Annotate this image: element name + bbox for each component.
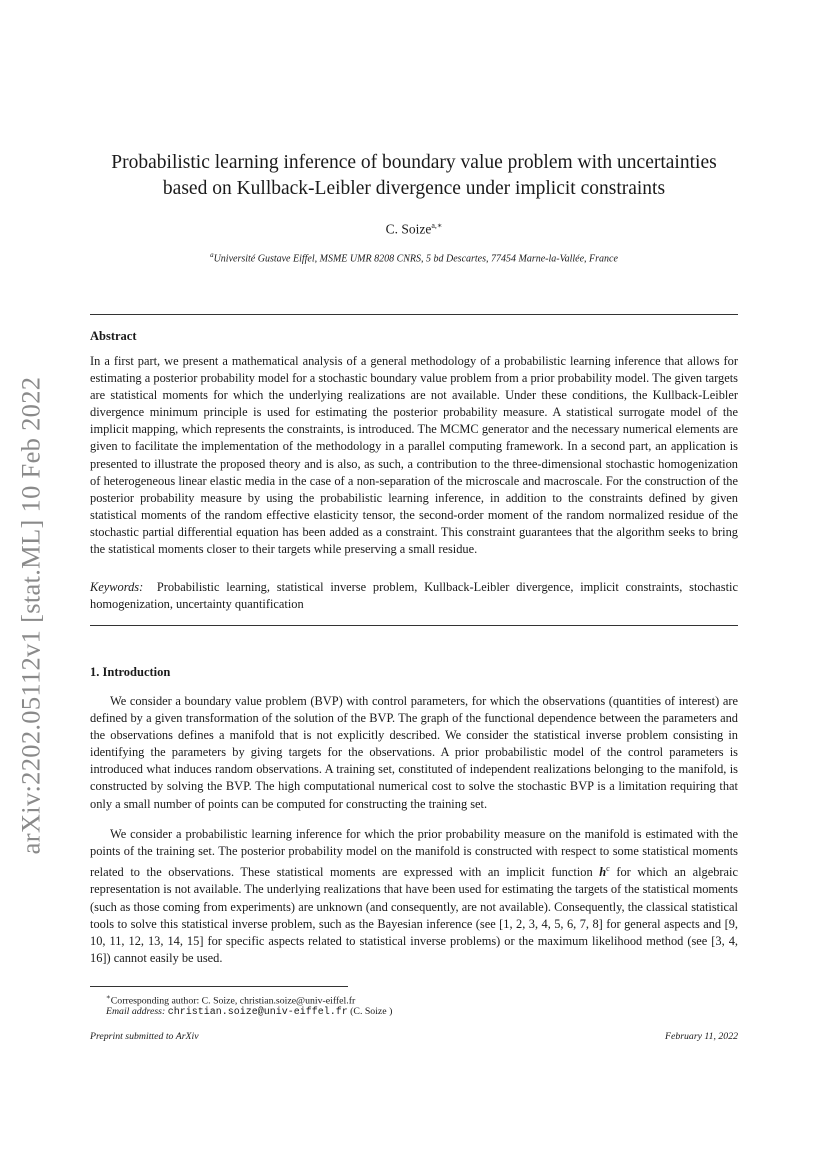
author-line	[90, 221, 738, 238]
keywords	[90, 579, 738, 613]
abstract-text: In a first part, we present a mathematical analysis of a general methodology of a probabilistic learning inference that allows for estimating a posterior probability model for a stochastic boundary value problem from a prior probability model. The given targets are statistical moments for which the underlying realizations are not available. Under these conditions, the Kullback-Leibler divergence minimum principle is used for estimating the posterior probability measure. A statistical surrogate model of the implicit mapping, which represents the constraints, is introduced. The MCMC generator and the necessary numerical elements are given to facilitate the implementation of the methodology in a parallel computing framework. In a second part, an application is presented to illustrate the proposed theory and is also, as such, a contribution to the three-dimensional stochastic homogenization of heterogeneous linear elastic media in the case of a non-separation of the microscale and macroscale. For the construction of the posterior probability measure by using the probabilistic learning inference, in addition to the constraints defined by given statistical moments of the random effective elasticity tensor, the second-order moment of the random normalized residue of the stochastic partial differential equation has been added as a constraint. This constraint guarantees that the algorithm seeks to bring the statistical moments closer to their targets while preserving a small residue.	[90, 354, 738, 557]
affiliation	[90, 251, 738, 264]
section-heading-introduction: 1. Introduction	[90, 665, 171, 679]
introduction-paragraph-1: We consider a boundary value problem (BVP) with control parameters, for which the observations (quantities of interest) are defined by a given transformation of the solution of the BVP. The graph of the functional dependence between the parameters and the observations defines a manifold that is not explicitly described. We consider the statistical inverse problem consisting in identifying the parameters by giving targets for the observations. A prior probabilistic model of the control parameters is introduced what induces random observations. A training set, constituted of independent realizations belonging to the manifold, is constructed by solving the BVP. The high computational numerical cost to solve the stochastic BVP is a limitation requiring that only a small number of points can be computed for constructing the training set.	[90, 694, 738, 811]
keywords-label: Keywords:	[90, 580, 144, 594]
footnote-email-label: Email address:	[106, 1006, 166, 1017]
paper-title-line-1: Probabilistic learning inference of boundary value problem with uncertainties	[111, 152, 717, 173]
abstract-bottom-rule	[90, 625, 738, 626]
introduction-paragraph-2-start: We consider a probabilistic learning inference for which the prior probability measure on the manifold is estimated with the points of the training set. The posterior probability model on the manifold is constructed with respect to some statistical moments related to the observations. These statistical moments are expressed with an implicit function	[90, 827, 738, 880]
introduction-paragraph-2-end: for which an algebraic representation is not available. The underlying realizations that have been used for estimating the targets of the statistical moments (such as those coming from experiments) are unknown (and consequently, are not available). Consequently, the classical statistical tools to solve this statistical inverse problem, such as the Bayesian inference (see [1, 2, 3, 4, 5, 6, 7, 8] for general aspects and [9, 10, 11, 12, 13, 14, 15] for specific aspects related to statistical inverse problems) or the maximum likelihood method (see [3, 4, 16]) cannot easily be used.	[90, 865, 738, 965]
footnote-corresponding-text: Corresponding author: C. Soize, christian.soize@univ-eiffel.fr	[110, 995, 356, 1007]
implicit-function-superscript: c	[606, 864, 610, 874]
affiliation-text: Université Gustave Eiffel, MSME UMR 8208 CNRS, 5 bd Descartes, 77454 Marne-la-Vallée, France	[213, 253, 618, 265]
arxiv-stamp-text: arXiv:2202.05112v1 [stat.ML] 10 Feb 2022	[15, 376, 46, 854]
affiliation-mark: a	[210, 251, 214, 259]
keywords-text: Probabilistic learning, statistical inverse problem, Kullback-Leibler divergence, implicit constraints, stochastic homogenization, uncertainty quantification	[90, 580, 738, 612]
author-name: C. Soize	[385, 221, 432, 237]
footer-preprint: Preprint submitted to ArXiv	[90, 1031, 199, 1042]
paper-title-line-2: based on Kullback-Leibler divergence under implicit constraints	[162, 178, 666, 199]
paper-title	[90, 150, 738, 202]
footer-date: February 11, 2022	[664, 1031, 738, 1042]
abstract-heading: Abstract	[90, 329, 137, 343]
footnote-rule	[90, 986, 348, 987]
introduction-paragraph-2	[90, 826, 738, 967]
implicit-function-symbol: h	[599, 865, 607, 880]
arxiv-stamp	[6, 359, 56, 871]
footnote-mark: ∗	[106, 993, 111, 1001]
author-marks: a,∗	[431, 221, 443, 230]
abstract-top-rule	[90, 314, 738, 315]
footnote-email	[106, 1004, 392, 1020]
footnote-email-suffix: (C. Soize )	[347, 1006, 393, 1017]
footnote-email-address[interactable]: christian.soize@univ-eiffel.fr	[167, 1007, 348, 1018]
